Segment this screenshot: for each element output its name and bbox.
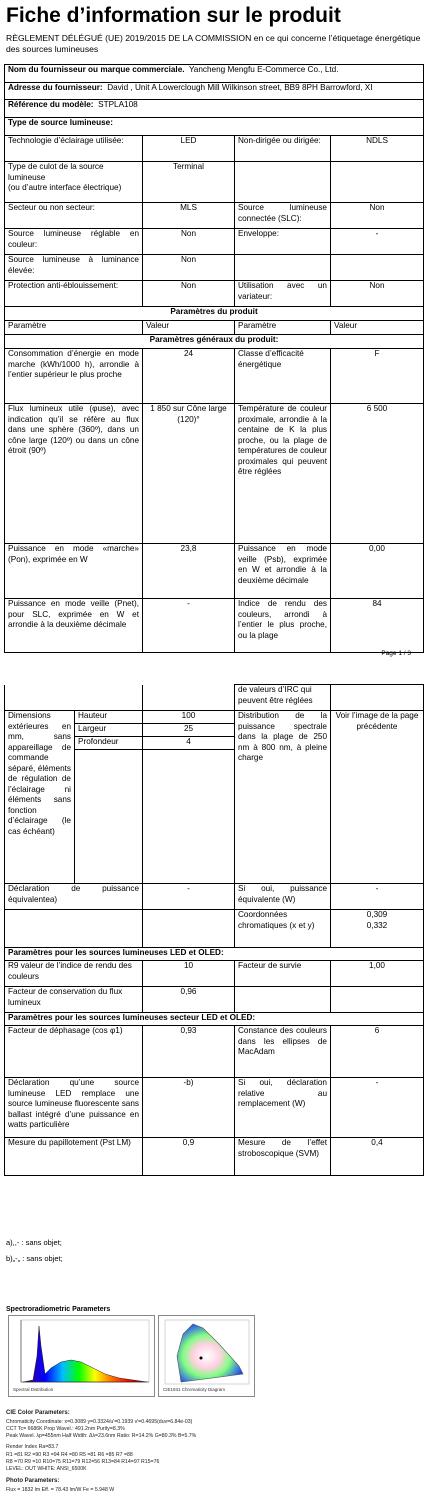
spectral-distribution-graphic	[9, 1316, 154, 1396]
type-label: Source lumineuse réglable en couleur:	[5, 229, 143, 255]
params-col-header-row	[5, 321, 424, 335]
type-label: Utilisation avec un variateur:	[235, 281, 331, 307]
dim-name: Profondeur	[75, 737, 143, 750]
chromaticity-y: 0,332	[366, 920, 388, 930]
replacement-yes-value: -	[331, 1078, 424, 1138]
param-row	[5, 884, 424, 910]
param-row	[5, 987, 424, 1013]
product-info-table-continued	[4, 684, 424, 1176]
param-label: Consommation d’énergie en mode marche (kWh/1000 h), arrondie à l’entier supérieur le plus proche	[5, 349, 143, 404]
param-label: Classe d’efficacité énergétique	[235, 349, 331, 404]
cie-line: Peak Wavel. λp=455nm Half Width: Δλ=23.6nm Ratio: R=14.2% G=80.3% B=5.7%	[6, 1433, 197, 1439]
params-heading-row	[5, 307, 424, 321]
page-title: Fiche d’information sur le produit	[6, 4, 341, 27]
supplier-name-label: Nom du fournisseur ou marque commerciale.	[8, 65, 185, 74]
photo-parameters-heading: Photo Parameters:	[6, 1478, 60, 1484]
r9-value: 10	[143, 961, 235, 987]
type-row	[5, 162, 424, 203]
type-value: Non	[143, 229, 235, 255]
col-header: Paramètre	[235, 321, 331, 335]
macadam-label: Constance des couleurs dans les ellipses de MacAdam	[235, 1026, 331, 1078]
param-label: Puissance en mode veille (Pnet), pour SLC, exprimée en W et arrondie à la deuxième décimale	[5, 599, 143, 653]
footnote-b: b)„-„ : sans objet;	[6, 1254, 63, 1263]
replacement-yes-label: Si oui, déclaration relative au remplacement (W)	[235, 1078, 331, 1138]
type-label: Source lumineuse connectée (SLC):	[235, 203, 331, 229]
survival-value: 1,00	[331, 961, 424, 987]
supplier-address-row	[5, 83, 424, 100]
param-label: Indice de rendu des couleurs, arrondi à l’entier le plus proche, ou la plage	[235, 599, 331, 653]
model-row	[5, 100, 424, 118]
param-value: 6 500	[331, 404, 424, 544]
type-value: Non	[143, 281, 235, 307]
col-header: Valeur	[331, 321, 424, 335]
cie-parameters-heading: CIE Color Parameters:	[6, 1410, 70, 1416]
dim-value: 4	[143, 737, 235, 750]
render-row: R1 =81 R2 =90 R3 =94 R4 =80 R5 =81 R6 =85 R7 =88	[6, 1452, 133, 1458]
chromaticity-label: Coordonnées chromatiques (x et y)	[235, 910, 331, 948]
spectral-caption: Spectral Distribution	[13, 1387, 54, 1392]
col-header: Paramètre	[5, 321, 143, 335]
flux-conservation-value: 0,96	[143, 987, 235, 1013]
param-row	[5, 1026, 424, 1078]
model-value: STPLA108	[98, 100, 138, 109]
supplier-address-label: Adresse du fournisseur:	[8, 83, 103, 92]
type-heading: Type de source lumineuse:	[5, 118, 424, 136]
param-label: Puissance en mode veille (Psb), exprimée en W et arrondie à la deuxième décimale	[235, 544, 331, 599]
mains-heading-row	[5, 1013, 424, 1026]
type-label: Type de culot de la source lumineuse	[8, 162, 104, 182]
spd-value: Voir l’image de la page précédente	[331, 711, 424, 884]
equiv-label: Si oui, puissance équivalente (W)	[235, 884, 331, 910]
product-info-table	[4, 64, 424, 653]
param-label: Température de couleur proximale, arrondie à la centaine de K la plus proche, ou la plage de températures de couleur proximales qui peuvent être réglées	[235, 404, 331, 544]
param-row	[5, 1138, 424, 1176]
type-label: Enveloppe:	[235, 229, 331, 255]
type-label	[235, 162, 331, 203]
spectral-distribution-chart	[8, 1315, 155, 1397]
type-label	[235, 255, 331, 281]
general-heading: Paramètres généraux du produit:	[5, 335, 424, 349]
type-label: Technologie d’éclairage utilisée:	[5, 136, 143, 162]
level-line: LEVEL: OUT WHITE: ANSI_6500K	[6, 1466, 87, 1472]
param-row	[5, 544, 424, 599]
type-row	[5, 255, 424, 281]
regulation-text: RÈGLEMENT DÉLÉGUÉ (UE) 2019/2015 DE LA COMMISSION en ce qui concerne l’étiquetage énergétique des sources lumineuses	[6, 33, 421, 54]
flicker-label: Mesure du papillotement (Pst LM)	[5, 1138, 143, 1176]
macadam-value: 6	[331, 1026, 424, 1078]
type-value: Non	[331, 281, 424, 307]
page-number: Page 1 / 3	[381, 650, 411, 657]
supplier-name-value: Yancheng Mengfu E-Commerce Co., Ltd.	[188, 65, 339, 74]
param-label: Puissance en mode «marche» (Pon), exprimée en W	[5, 544, 143, 599]
stroboscopic-label: Mesure de l’effet stroboscopique (SVM)	[235, 1138, 331, 1176]
cie-line: Chromaticity Coordinate: x=0.3089 y=0.3324/u'=0.1939 v'=0.4695(duv=6.84e-03)	[6, 1419, 193, 1425]
param-value: 1 850 sur Cône large (120)°	[143, 404, 235, 544]
decl-value: -	[143, 884, 235, 910]
type-row	[5, 229, 424, 255]
params-heading: Paramètres du produit	[5, 307, 424, 321]
param-value: -	[143, 599, 235, 653]
param-row	[5, 349, 424, 404]
type-value: Non	[143, 255, 235, 281]
cie-line: CCT Tc= 6686K Prop Wavel.: 491.2nm Purity=8.3%	[6, 1426, 125, 1432]
type-value: NDLS	[331, 136, 424, 162]
photo-line: Flux = 1832 lm Eff. = 78.43 lm/W Fe = 5.948 W	[6, 1487, 115, 1493]
equiv-value: -	[331, 884, 424, 910]
dim-name: Largeur	[75, 724, 143, 737]
type-value: Non	[331, 203, 424, 229]
model-label: Référence du modèle:	[8, 100, 94, 109]
supplier-name-row	[5, 65, 424, 83]
type-value	[331, 162, 424, 203]
param-row	[5, 961, 424, 987]
general-heading-row	[5, 335, 424, 349]
survival-label: Facteur de survie	[235, 961, 331, 987]
param-value: 24	[143, 349, 235, 404]
param-value: 23,8	[143, 544, 235, 599]
param-value: 0,00	[331, 544, 424, 599]
type-value	[331, 255, 424, 281]
flicker-value: 0,9	[143, 1138, 235, 1176]
cie-diagram	[158, 1315, 255, 1397]
render-index: Render Index Ra=83.7	[6, 1444, 59, 1450]
dim-value: 100	[143, 711, 235, 724]
param-row	[5, 599, 424, 653]
param-label: de valeurs d’IRC qui peuvent être réglées	[235, 685, 331, 711]
spectro-heading: Spectroradiometric Parameters	[6, 1306, 111, 1313]
param-row	[5, 910, 424, 948]
chromaticity-x: 0,309	[366, 910, 388, 919]
param-label: Flux lumineux utile (φuse), avec indication qu’il se réfère au flux dans une sphère (360º), dans un cône large (120º) ou dans un cône étroit (90º)	[5, 404, 143, 544]
param-row	[5, 685, 424, 711]
type-label: Secteur ou non secteur:	[5, 203, 143, 229]
stroboscopic-value: 0,4	[331, 1138, 424, 1176]
type-value: -	[331, 229, 424, 255]
param-row	[5, 404, 424, 544]
cie-caption: CIE1931 Chromaticity Diagram	[163, 1387, 226, 1392]
dim-value: 25	[143, 724, 235, 737]
led-heading: Paramètres pour les sources lumineuses LED et OLED:	[5, 948, 424, 961]
dim-name: Hauteur	[75, 711, 143, 724]
replacement-label: Déclaration qu’une source lumineuse LED remplace une source lumineuse fluorescente sans ballast intégré d’une puissance en watts particulière	[5, 1078, 143, 1138]
type-row	[5, 203, 424, 229]
spd-label: Distribution de la puissance spectrale dans la plage de 250 nm à 800 nm, à pleine charge	[235, 711, 331, 884]
cie-diagram-graphic	[159, 1316, 254, 1396]
replacement-value: -b)	[143, 1078, 235, 1138]
dim-row	[5, 711, 424, 724]
param-row	[5, 1078, 424, 1138]
type-value: Terminal	[143, 162, 235, 203]
flux-conservation-label: Facteur de conservation du flux lumineux	[5, 987, 143, 1013]
r9-label: R9 valeur de l’indice de rendu des couleurs	[5, 961, 143, 987]
type-label-sub: (ou d’autre interface électrique)	[8, 183, 122, 192]
mains-heading: Paramètres pour les sources lumineuses secteur LED et OLED:	[5, 1013, 424, 1026]
param-value: 84	[331, 599, 424, 653]
type-value: LED	[143, 136, 235, 162]
dimensions-label: Dimensions extérieures en mm, sans appareillage de commande séparé, éléments de régulation de l’éclairage ni éléments sans fonction d’éclairage (le cas échéant)	[5, 711, 75, 884]
param-value: F	[331, 349, 424, 404]
supplier-address-value: David , Unit A Lowerclough Mill Wilkinson street, BB9 8PH Barrowford, XI	[107, 83, 373, 92]
type-label: Non-dirigée ou dirigée:	[235, 136, 331, 162]
decl-label: Déclaration de puissance équivalentea)	[5, 884, 143, 910]
type-label: Source lumineuse à luminance élevée:	[5, 255, 143, 281]
footnote-a: a),,- : sans objet;	[6, 1238, 62, 1247]
led-heading-row	[5, 948, 424, 961]
type-value: MLS	[143, 203, 235, 229]
type-row	[5, 136, 424, 162]
phase-label: Facteur de déphasage (cos φ1)	[5, 1026, 143, 1078]
type-row	[5, 281, 424, 307]
render-row: R8 =70 R9 =10 R10=75 R11=79 R12=56 R13=84 R14=97 R15=76	[6, 1459, 160, 1465]
type-heading-row	[5, 118, 424, 136]
phase-value: 0,93	[143, 1026, 235, 1078]
col-header: Valeur	[143, 321, 235, 335]
type-label: Protection anti-éblouissement:	[5, 281, 143, 307]
